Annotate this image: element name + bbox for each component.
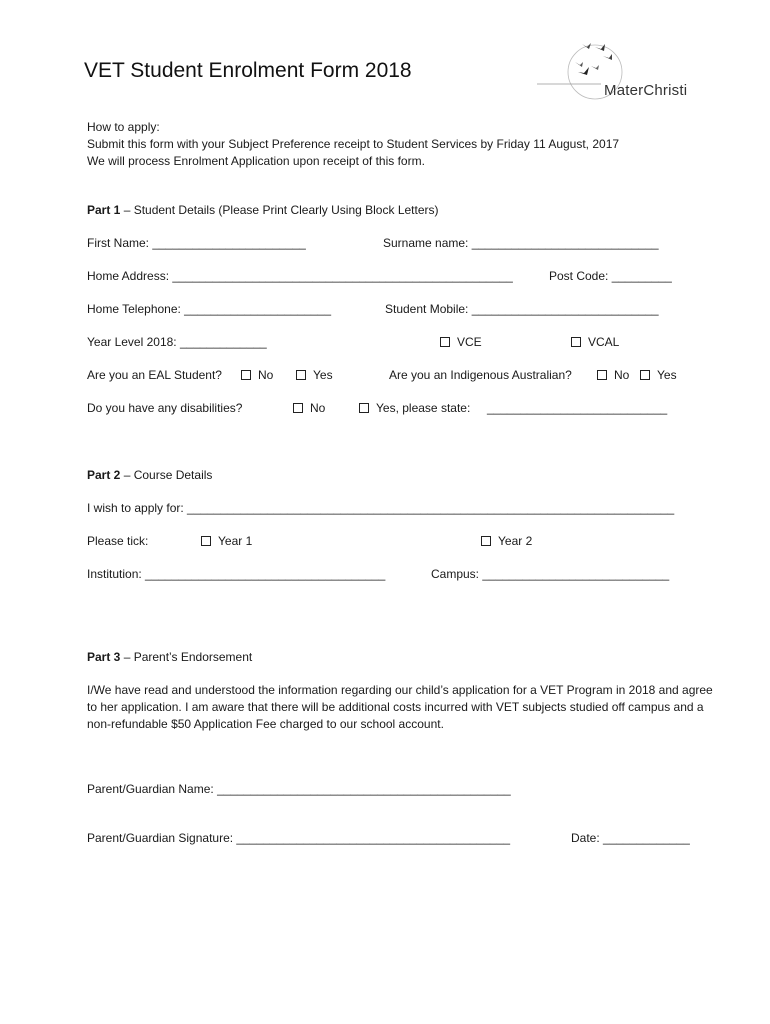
checkbox-icon	[201, 536, 211, 546]
checkbox-icon	[296, 370, 306, 380]
eal-no-label: No	[258, 368, 274, 382]
first-name-field[interactable]: First Name: _______________________	[87, 236, 306, 250]
vce-label: VCE	[457, 335, 482, 349]
eal-question	[87, 367, 222, 384]
part2-label: Part 2	[87, 468, 121, 482]
checkbox-icon	[440, 337, 450, 347]
part2-heading	[87, 467, 212, 484]
home-telephone-field[interactable]: Home Telephone: ______________________	[87, 302, 332, 316]
student-mobile-field[interactable]: Student Mobile: ____________________________	[385, 302, 659, 316]
indigenous-no-checkbox[interactable]	[597, 367, 629, 384]
checkbox-icon	[241, 370, 251, 380]
disability-no-checkbox[interactable]	[293, 400, 325, 417]
disability-question: Do you have any disabilities?	[87, 401, 243, 415]
checkbox-icon	[640, 370, 650, 380]
eal-no-checkbox[interactable]	[241, 367, 273, 384]
surname-field[interactable]: Surname name: ____________________________	[383, 236, 659, 250]
intro-submit: Submit this form with your Subject Preference receipt to Student Services by Friday 11 August, 2017	[87, 137, 620, 151]
form-title: VET Student Enrolment Form 2018	[84, 59, 412, 82]
guardian-signature-field[interactable]: Parent/Guardian Signature: _________________________________________	[87, 831, 511, 845]
part3-heading	[87, 649, 252, 666]
checkbox-icon	[481, 536, 491, 546]
apply-for-field[interactable]: I wish to apply for: _________________________________________________________________________	[87, 501, 675, 515]
disability-no-label: No	[310, 401, 326, 415]
date-field[interactable]: Date: _____________	[571, 831, 690, 845]
logo-text: MaterChristi	[604, 82, 688, 99]
please-tick-label: Please tick:	[87, 534, 149, 548]
year1-label: Year 1	[218, 534, 253, 548]
post-code-field[interactable]: Post Code: _________	[549, 269, 672, 283]
indigenous-no-label: No	[614, 368, 630, 382]
guardian-name-field[interactable]: Parent/Guardian Name: ____________________________________________	[87, 782, 511, 796]
checkbox-icon	[359, 403, 369, 413]
year2-label: Year 2	[498, 534, 533, 548]
part1-label: Part 1	[87, 203, 121, 217]
institution-field[interactable]: Institution: ____________________________________	[87, 567, 386, 581]
eal-yes-checkbox[interactable]	[296, 367, 333, 384]
campus-field[interactable]: Campus: ____________________________	[431, 567, 670, 581]
disability-details-field[interactable]: ___________________________	[487, 401, 668, 415]
endorsement-paragraph: I/We have read and understood the information regarding our child’s application for a VET Program in 2018 and agree to her application. I am aware that there will be additional costs incurred with VET subjects studied off campus and a non-refundable $50 Application Fee charged to our school account.	[87, 683, 713, 731]
indigenous-question: Are you an Indigenous Australian?	[389, 368, 572, 382]
part3-label: Part 3	[87, 650, 121, 664]
part2-subtitle: – Course Details	[120, 468, 213, 482]
part3-subtitle: – Parent’s Endorsement	[120, 650, 253, 664]
part1-subtitle: – Student Details (Please Print Clearly Using Block Letters)	[120, 203, 439, 217]
eal-yes-label: Yes	[313, 368, 333, 382]
vcal-checkbox[interactable]	[571, 334, 619, 351]
home-address-field[interactable]: Home Address: ___________________________________________________	[87, 269, 513, 283]
disability-yes-label: Yes, please state:	[376, 401, 471, 415]
vcal-label: VCAL	[588, 335, 620, 349]
vce-checkbox[interactable]	[440, 334, 482, 351]
year-level-field[interactable]: Year Level 2018: _____________	[87, 335, 267, 349]
eal-question-label: Are you an EAL Student?	[87, 368, 222, 382]
indigenous-yes-checkbox[interactable]	[640, 367, 677, 384]
year1-checkbox[interactable]	[201, 533, 252, 550]
year2-checkbox[interactable]	[481, 533, 532, 550]
disability-yes-checkbox[interactable]	[359, 400, 470, 417]
checkbox-icon	[597, 370, 607, 380]
intro-process: We will process Enrolment Application upon receipt of this form.	[87, 154, 425, 168]
intro-how-to-apply: How to apply:	[87, 120, 160, 134]
checkbox-icon	[293, 403, 303, 413]
part1-heading	[87, 202, 439, 219]
indigenous-yes-label: Yes	[657, 368, 677, 382]
checkbox-icon	[571, 337, 581, 347]
